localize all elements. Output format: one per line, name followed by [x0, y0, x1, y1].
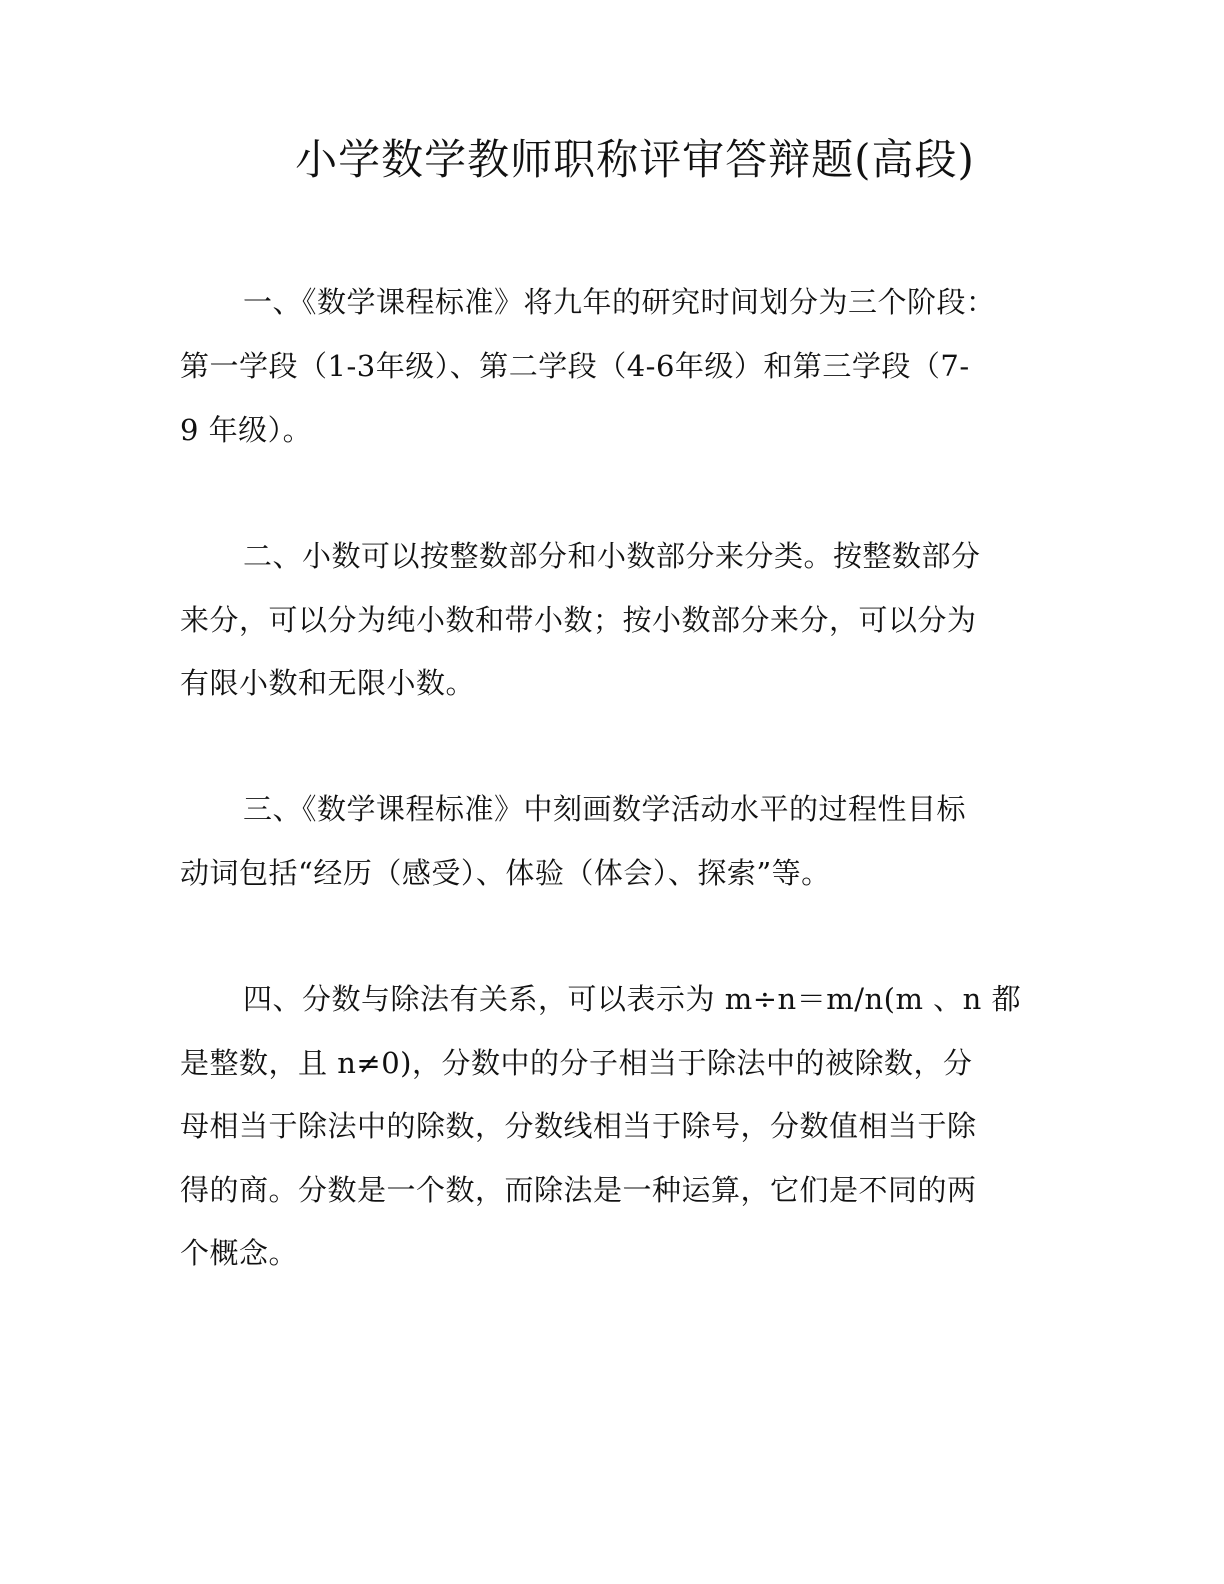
paragraph-1-line-3: 9 年级）。: [180, 413, 313, 447]
paragraph-2-line-3: 有限小数和无限小数。: [180, 666, 476, 700]
paragraph-2-line-1: 二、小数可以按整数部分和小数部分来分类。按整数部分: [243, 539, 981, 573]
paragraph-3-line-1: 三、《数学课程标准》中刻画数学活动水平的过程性目标: [243, 792, 967, 826]
paragraph-4-line-1: 四、分数与除法有关系，可以表示为 m÷n＝m/n(m 、n 都: [243, 982, 1022, 1016]
paragraph-2-line-2: 来分，可以分为纯小数和带小数；按小数部分来分，可以分为: [180, 603, 977, 637]
paragraph-4-line-5: 个概念。: [180, 1236, 299, 1270]
paragraph-4-line-4: 得的商。分数是一个数，而除法是一种运算，它们是不同的两: [180, 1173, 977, 1207]
paragraph-1-line-1: 一、《数学课程标准》将九年的研究时间划分为三个阶段：: [243, 285, 996, 319]
document-title: 小学数学教师职称评审答辩题(高段): [295, 135, 975, 184]
paragraph-1-line-2: 第一学段（1-3年级）、第二学段（4-6年级）和第三学段（7-: [180, 349, 970, 383]
paragraph-3-line-2: 动词包括“经历（感受）、体验（体会）、探索”等。: [180, 856, 831, 890]
paragraph-4-line-2: 是整数，且 n≠0)，分数中的分子相当于除法中的被除数，分: [180, 1046, 973, 1080]
paragraph-4-line-3: 母相当于除法中的除数，分数线相当于除号，分数值相当于除: [180, 1109, 977, 1143]
